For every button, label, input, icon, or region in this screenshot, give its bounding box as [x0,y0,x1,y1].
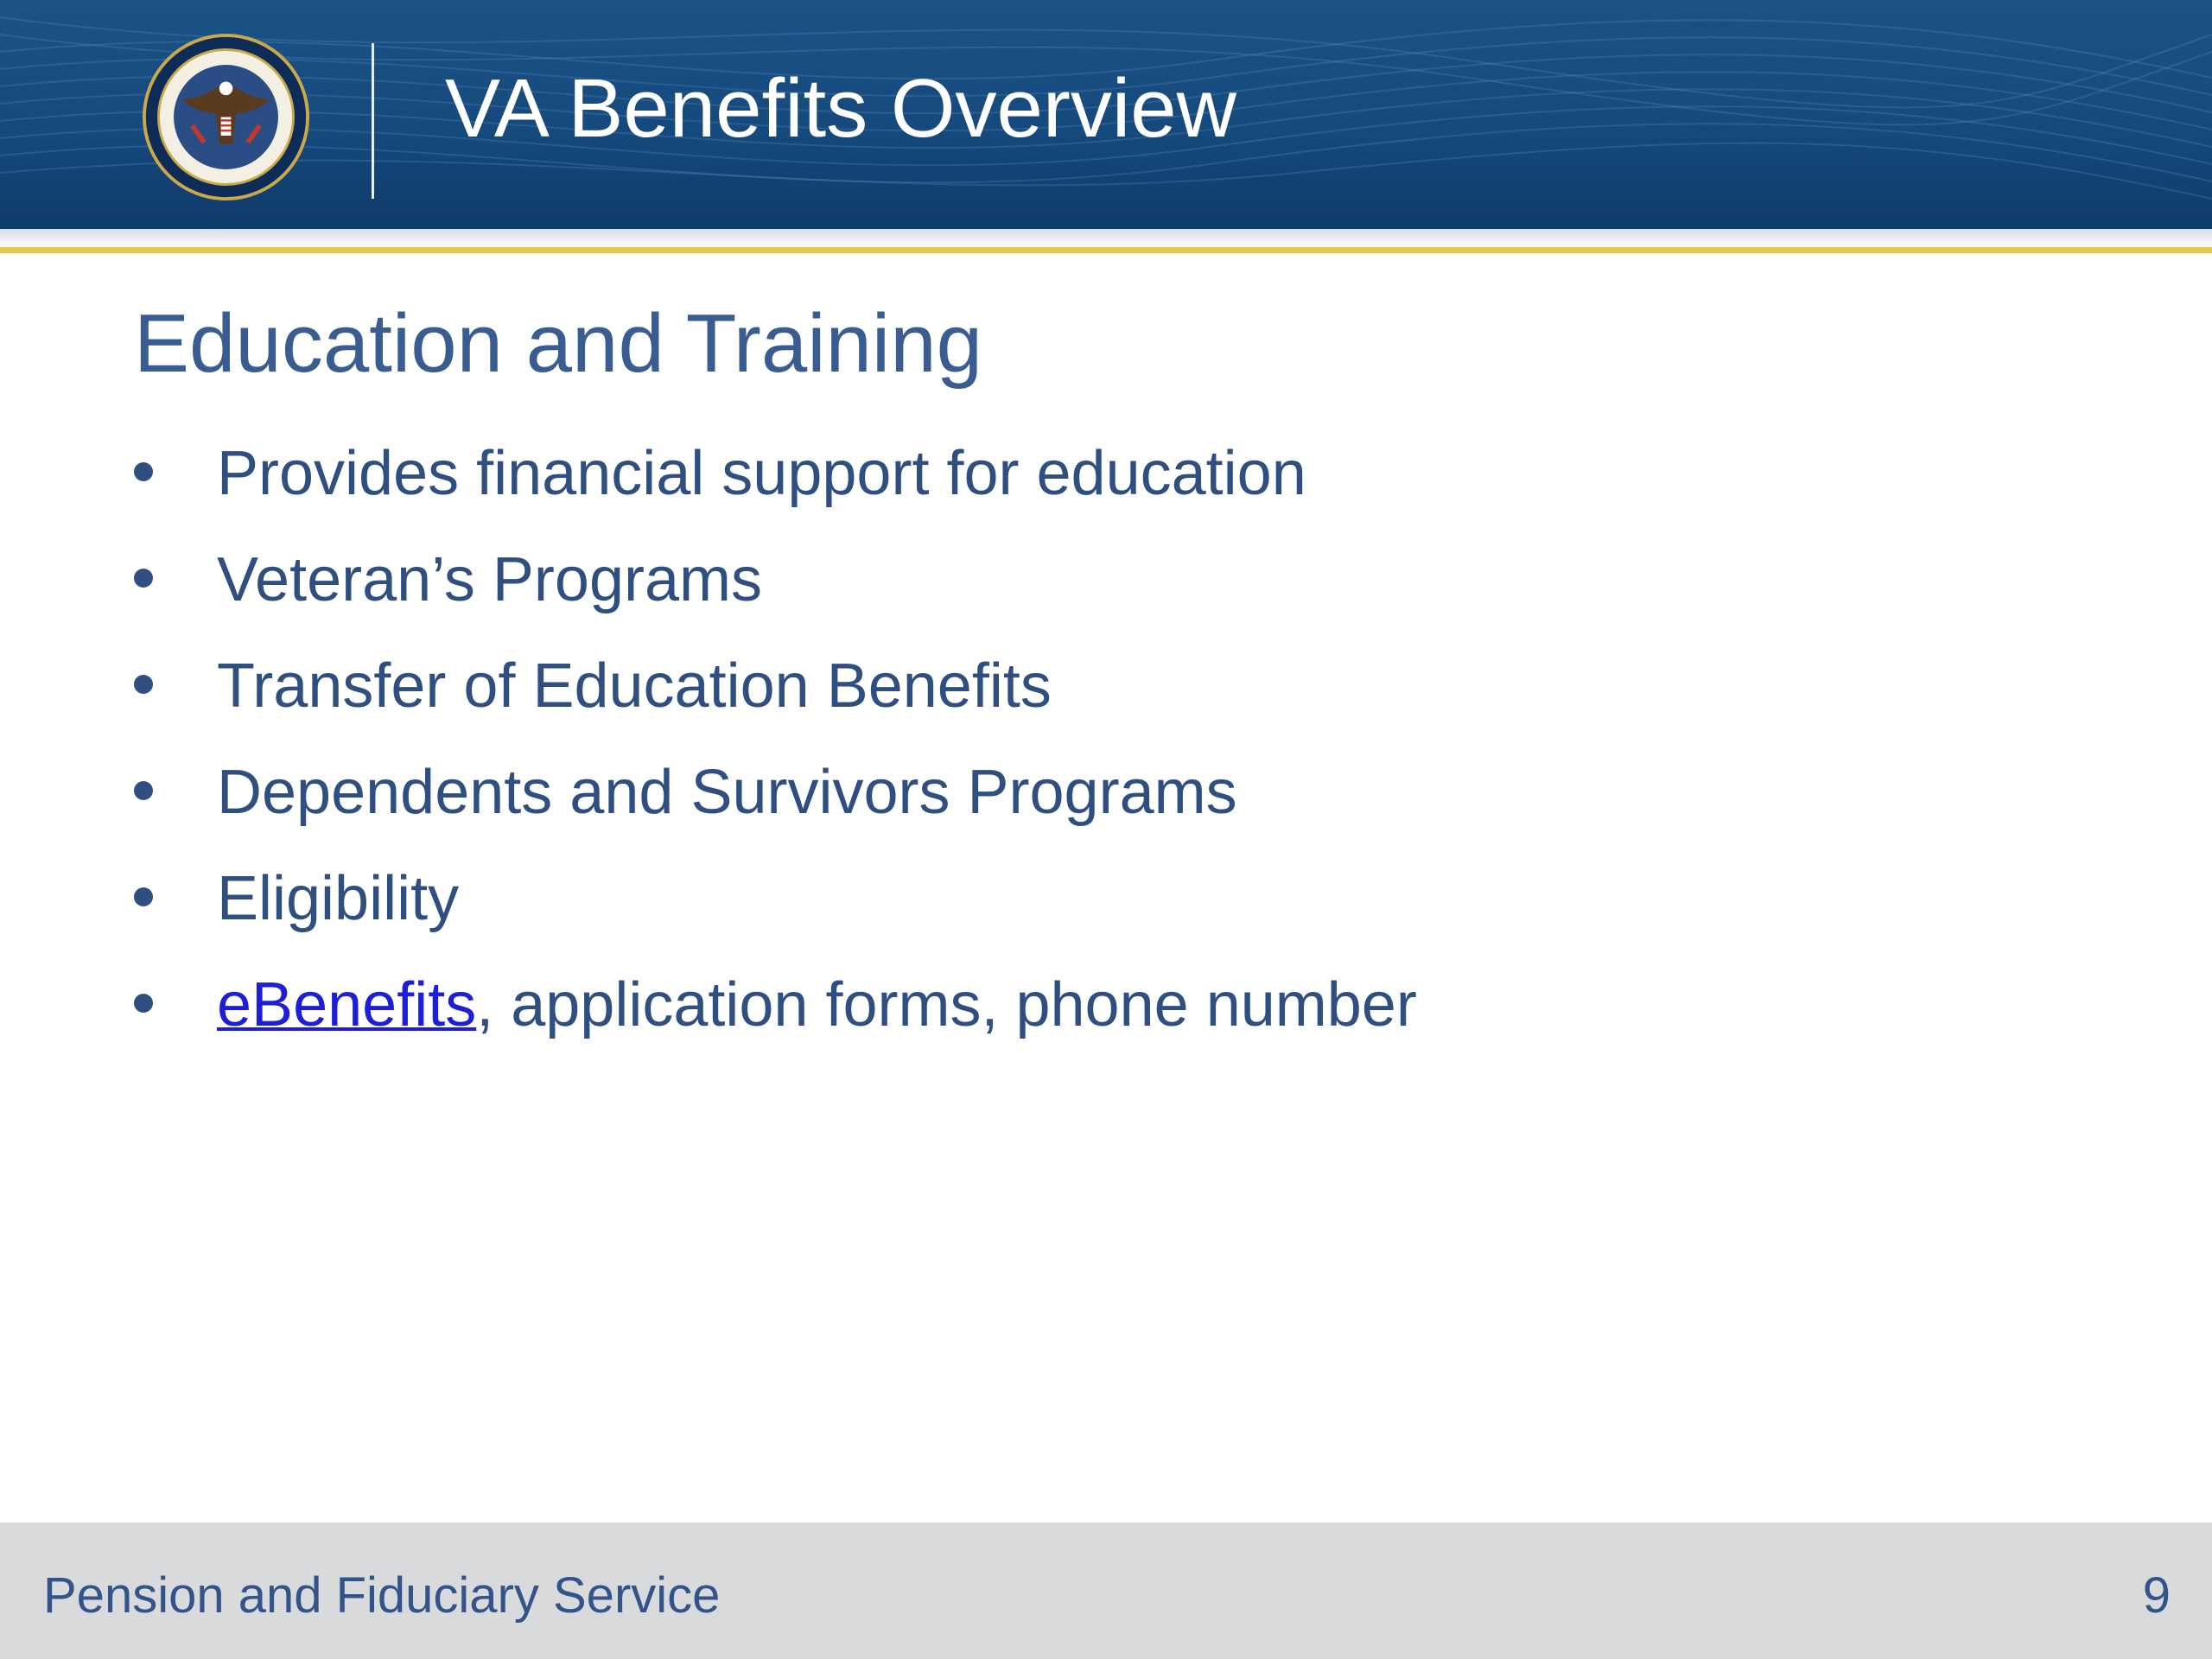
gold-rule [0,247,2212,253]
bullet-dot-icon [134,462,153,481]
bullet-text: Transfer of Education Benefits [217,652,1052,721]
slide-title: Education and Training [134,297,983,390]
bullet-text-with-link [217,968,1417,1042]
slide-header [0,0,2212,229]
bullet-text: Dependents and Survivors Programs [217,758,1237,827]
footer-organization: Pension and Fiduciary Service [43,1567,721,1624]
slide-footer [0,1522,2212,1659]
bullet-dot-icon [134,675,153,694]
bullet-text: Provides financial support for education [217,439,1306,508]
page-number: 9 [2142,1567,2171,1624]
bullet-text: Veteran’s Programs [217,545,762,614]
bullet-dot-icon [134,994,153,1013]
header-divider [372,43,374,199]
ebenefits-link[interactable]: eBenefits [217,970,477,1039]
bullet-text: Eligibility [217,864,460,933]
bullet-text: , application forms, phone number [476,970,1417,1039]
bullet-dot-icon [134,569,153,588]
bullet-dot-icon [134,781,153,800]
presentation-title: VA Benefits Overview [445,62,1236,155]
va-seal-icon [142,33,310,201]
header-shadow [0,229,2212,247]
bullet-dot-icon [134,887,153,906]
